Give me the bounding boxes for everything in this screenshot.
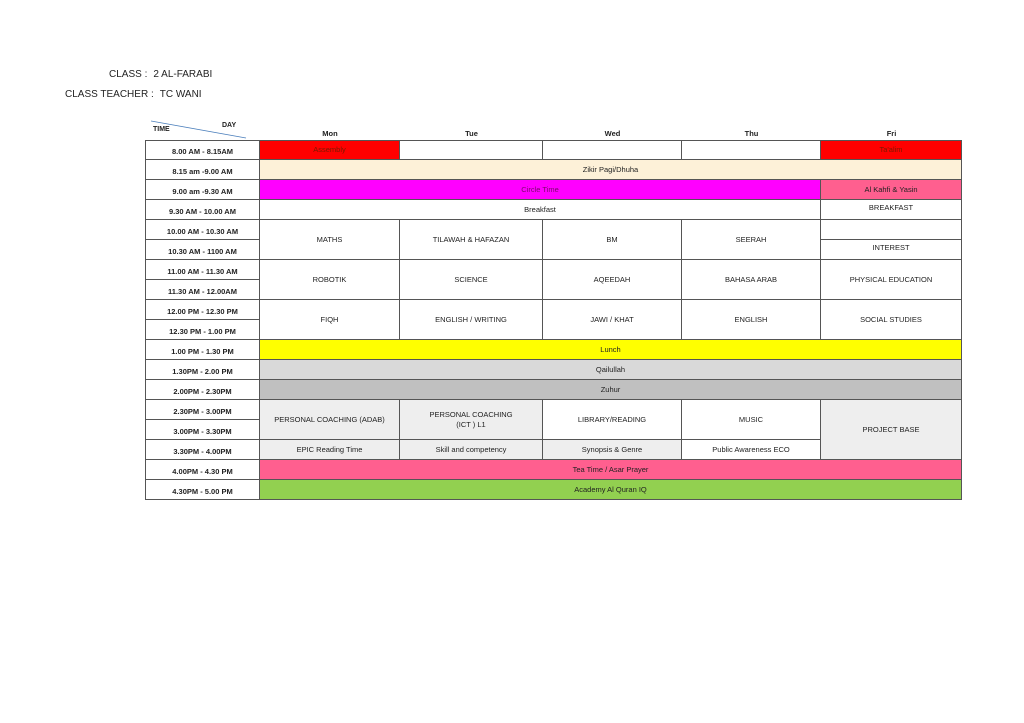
subject-coaching-adab: PERSONAL COACHING (ADAB) [260, 400, 400, 440]
timetable-grid [145, 128, 962, 501]
subject-seerah: SEERAH [682, 220, 821, 260]
subject-jawi: JAWI / KHAT [543, 300, 682, 340]
time-slot: 2.30PM - 3.00PM [145, 400, 260, 420]
time-slot: 8.15 am -9.00 AM [145, 160, 260, 180]
subject-english-writing: ENGLISH / WRITING [400, 300, 543, 340]
activity-zuhur: Zuhur [260, 380, 962, 400]
subject-social-studies: SOCIAL STUDIES [821, 300, 962, 340]
time-slot: 9.30 AM - 10.00 AM [145, 200, 260, 220]
teacher-label: CLASS TEACHER : [65, 89, 154, 100]
subject-bahasa-arab: BAHASA ARAB [682, 260, 821, 300]
time-slot: 3.30PM - 4.00PM [145, 440, 260, 460]
time-slot: 11.00 AM - 11.30 AM [145, 260, 260, 280]
activity-qailullah: Qailullah [260, 360, 962, 380]
subject-music: MUSIC [682, 400, 821, 440]
activity-assembly: Assembly [260, 140, 400, 160]
day-header-mon: Mon [322, 129, 338, 139]
time-slot: 4.30PM - 5.00 PM [145, 480, 260, 500]
coaching-ict-line2: (ICT ) L1 [456, 419, 486, 429]
class-line [109, 69, 212, 80]
empty-cell [543, 140, 682, 160]
subject-english: ENGLISH [682, 300, 821, 340]
activity-tea-time: Tea Time / Asar Prayer [260, 460, 962, 480]
subject-synopsis-genre: Synopsis & Genre [543, 440, 682, 460]
activity-zikir: Zikir Pagi/Dhuha [260, 160, 962, 180]
subject-coaching-ict [400, 400, 543, 440]
subject-fiqh: FIQH [260, 300, 400, 340]
subject-tilawah: TILAWAH & HAFAZAN [400, 220, 543, 260]
subject-epic-reading: EPIC Reading Time [260, 440, 400, 460]
empty-cell [400, 140, 543, 160]
subject-project-base: PROJECT BASE [821, 400, 962, 460]
class-label: CLASS : [109, 69, 148, 80]
corner-time-label: TIME [153, 126, 170, 133]
activity-circle-time: Circle Time [260, 180, 821, 200]
time-slot: 12.30 PM - 1.00 PM [145, 320, 260, 340]
time-slot: 10.30 AM - 1100 AM [145, 240, 260, 260]
time-slot: 3.00PM - 3.30PM [145, 420, 260, 440]
time-slot: 9.00 am -9.30 AM [145, 180, 260, 200]
activity-breakfast-fri: BREAKFAST [821, 200, 962, 220]
time-slot: 12.00 PM - 12.30 PM [145, 300, 260, 320]
subject-interest: INTEREST [821, 240, 962, 260]
subject-aqeedah: AQEEDAH [543, 260, 682, 300]
activity-taalim: Ta'alim [821, 140, 962, 160]
empty-cell [682, 140, 821, 160]
subject-bm: BM [543, 220, 682, 260]
time-slot: 1.30PM - 2.00 PM [145, 360, 260, 380]
empty-cell [821, 220, 962, 240]
coaching-ict-line1: PERSONAL COACHING [429, 409, 513, 419]
activity-kahfi: Al Kahfi & Yasin [821, 180, 962, 200]
subject-physical-education: PHYSICAL EDUCATION [821, 260, 962, 300]
subject-library: LIBRARY/READING [543, 400, 682, 440]
time-slot: 10.00 AM - 10.30 AM [145, 220, 260, 240]
activity-lunch: Lunch [260, 340, 962, 360]
subject-robotik: ROBOTIK [260, 260, 400, 300]
time-slot: 11.30 AM - 12.00AM [145, 280, 260, 300]
subject-public-awareness: Public Awareness ECO [682, 440, 821, 460]
time-slot: 4.00PM - 4.30 PM [145, 460, 260, 480]
subject-maths: MATHS [260, 220, 400, 260]
teacher-line [65, 89, 202, 100]
day-header-thu: Thu [744, 129, 759, 139]
activity-breakfast: Breakfast [260, 200, 821, 220]
time-slot: 8.00 AM - 8.15AM [145, 140, 260, 160]
day-header-tue: Tue [465, 129, 478, 139]
class-value: 2 AL-FARABI [153, 69, 213, 80]
time-slot: 2.00PM - 2.30PM [145, 380, 260, 400]
time-slot: 1.00 PM - 1.30 PM [145, 340, 260, 360]
subject-skill-competency: Skill and competency [400, 440, 543, 460]
subject-science: SCIENCE [400, 260, 543, 300]
day-header-wed: Wed [604, 129, 621, 139]
corner-day-label: DAY [222, 122, 237, 129]
activity-academy-quran: Academy Al Quran IQ [260, 480, 962, 500]
teacher-value: TC WANI [159, 89, 202, 100]
day-header-fri: Fri [886, 129, 897, 139]
